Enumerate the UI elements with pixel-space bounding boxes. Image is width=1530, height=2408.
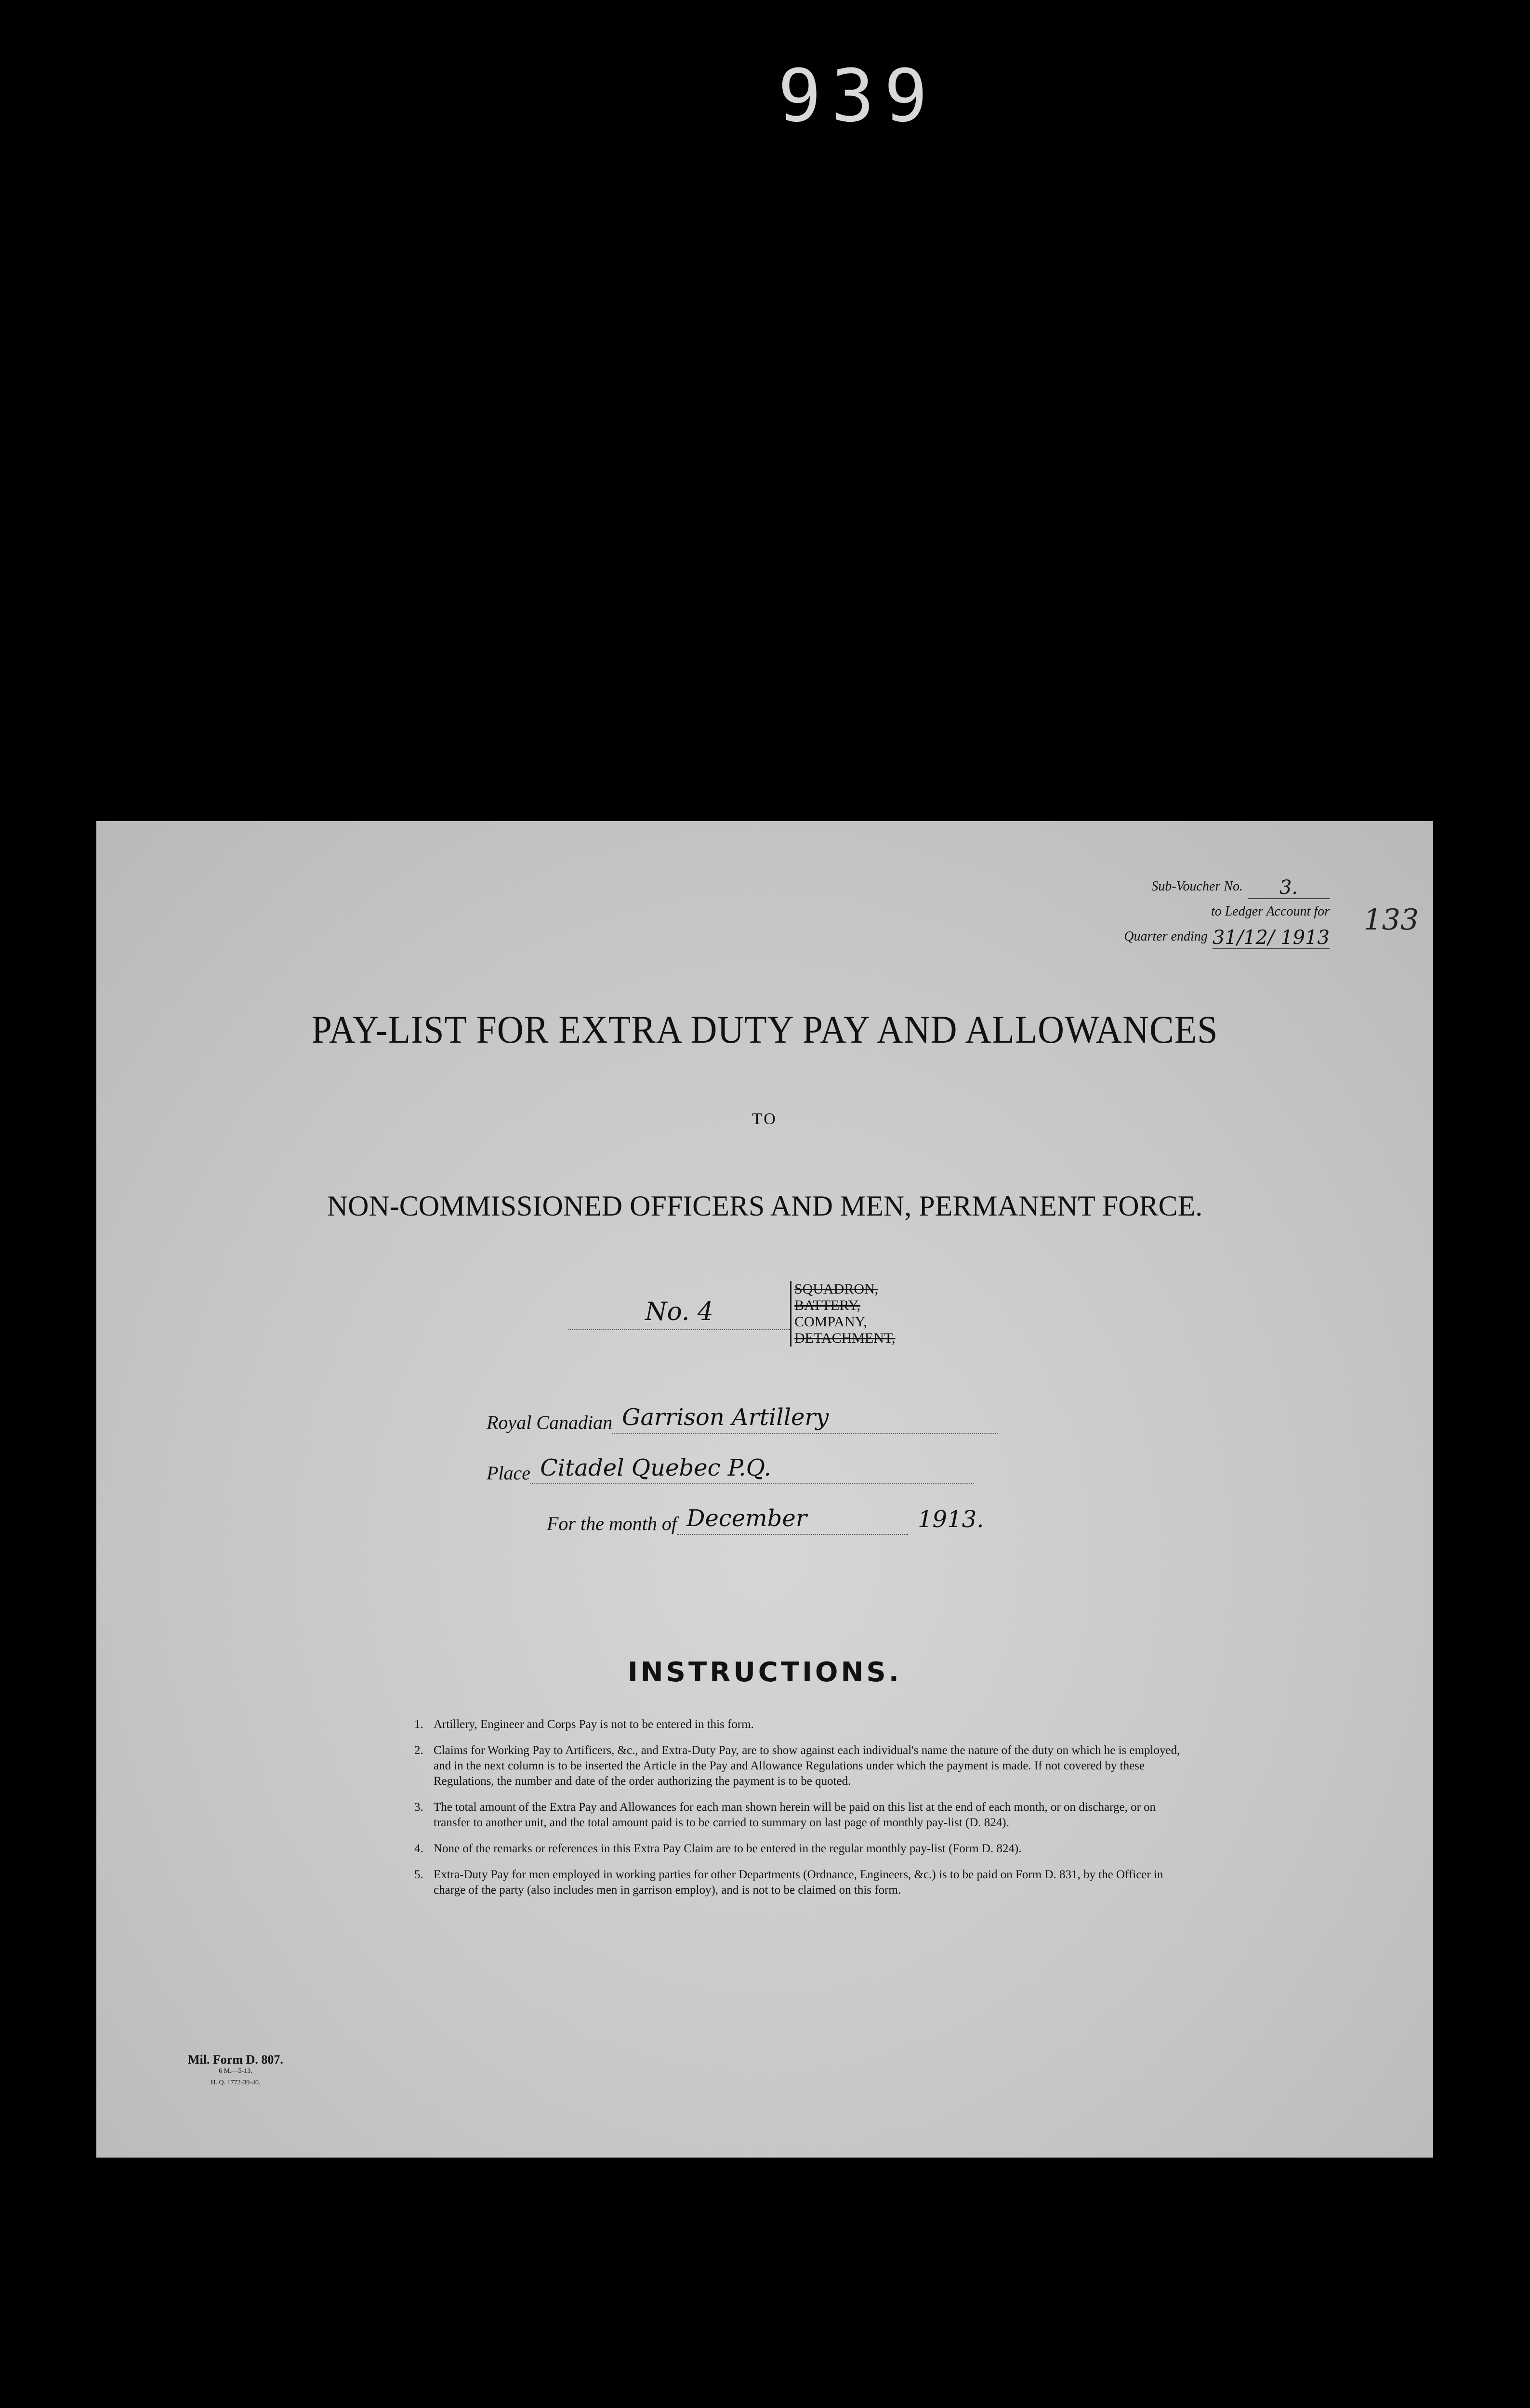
unit-types <box>790 1281 896 1347</box>
instructions-title: INSTRUCTIONS. <box>627 1657 902 1688</box>
form-to: TO <box>752 1110 778 1128</box>
instruction-item: 4. None of the remarks or references in this Extra Pay Claim are to be entered in the regular monthly pay-list (Form D. 824). <box>414 1842 1022 1855</box>
instruction-item: 2. Claims for Working Pay to Artificers, &c., and Extra-Duty Pay, are to show against each individual's name the nature of the duty on which he is employed, and in the next column is to be inserted the Article in the Pay and Allowance Regulations under which the payment is made. If not covered by these Regulations, the number and date of the order authorizing the payment is to be quoted. <box>414 1744 1180 1788</box>
corps-value: Garrison Artillery <box>612 1404 998 1434</box>
unit-type-squadron: SQUADRON, <box>794 1281 879 1297</box>
instruction-item: 3. The total amount of the Extra Pay and Allowances for each man shown herein will be paid on this list at the end of each month, or on discharge, or on transfer to another unit, and the total amount paid is to be carried to summary on last page of monthly pay-list (D. 824). <box>414 1801 1156 1829</box>
unit-row <box>568 1281 896 1347</box>
unit-type-battery: BATTERY, <box>794 1297 860 1313</box>
frame-number: 939 <box>778 54 937 138</box>
form-number: Mil. Form D. 807. <box>188 2053 283 2067</box>
margin-note: 133 <box>1363 903 1419 937</box>
form-print-line-1: 6 M.—5-13. <box>219 2068 252 2075</box>
place-value: Citadel Quebec P.Q. <box>530 1454 974 1484</box>
corps-label: Royal Canadian <box>487 1412 613 1433</box>
quarter-value: 31/12/ 1913 <box>1212 927 1330 949</box>
place-field <box>487 1454 974 1484</box>
year-value: 1913. <box>917 1506 984 1533</box>
month-value: December <box>677 1505 908 1535</box>
sub-voucher-value: 3. <box>1248 877 1330 899</box>
corps-field <box>487 1404 998 1434</box>
unit-number: No. 4 <box>568 1297 790 1330</box>
sub-voucher-label: Sub-Voucher No. <box>1151 879 1243 894</box>
form-title: PAY-LIST FOR EXTRA DUTY PAY AND ALLOWANCES <box>311 1008 1218 1052</box>
form-subtitle: NON-COMMISSIONED OFFICERS AND MEN, PERMANENT FORCE. <box>327 1190 1203 1222</box>
form-number-block <box>188 2054 283 2089</box>
pay-list-form <box>96 821 1433 2158</box>
form-print-line-2: H. Q. 1772-39-40. <box>211 2079 261 2086</box>
instruction-item: 1. Artillery, Engineer and Corps Pay is not to be entered in this form. <box>414 1718 754 1731</box>
month-label: For the month of <box>547 1513 677 1534</box>
ledger-label: to Ledger Account for <box>1211 904 1330 919</box>
quarter-label: Quarter ending <box>1124 929 1208 944</box>
instructions-list <box>414 1717 1195 1909</box>
voucher-block <box>1098 874 1330 949</box>
instruction-item: 5. Extra-Duty Pay for men employed in working parties for other Departments (Ordnance, Engineers, &c.) is to be paid on Form D. 831, by the Officer in charge of the party (also includes men in garrison employ), and is not to be claimed on this form. <box>414 1868 1163 1897</box>
month-field <box>547 1505 993 1535</box>
unit-type-company: COMPANY, <box>794 1314 867 1330</box>
unit-type-detachment: DETACHMENT, <box>794 1330 896 1346</box>
place-label: Place <box>487 1462 531 1484</box>
